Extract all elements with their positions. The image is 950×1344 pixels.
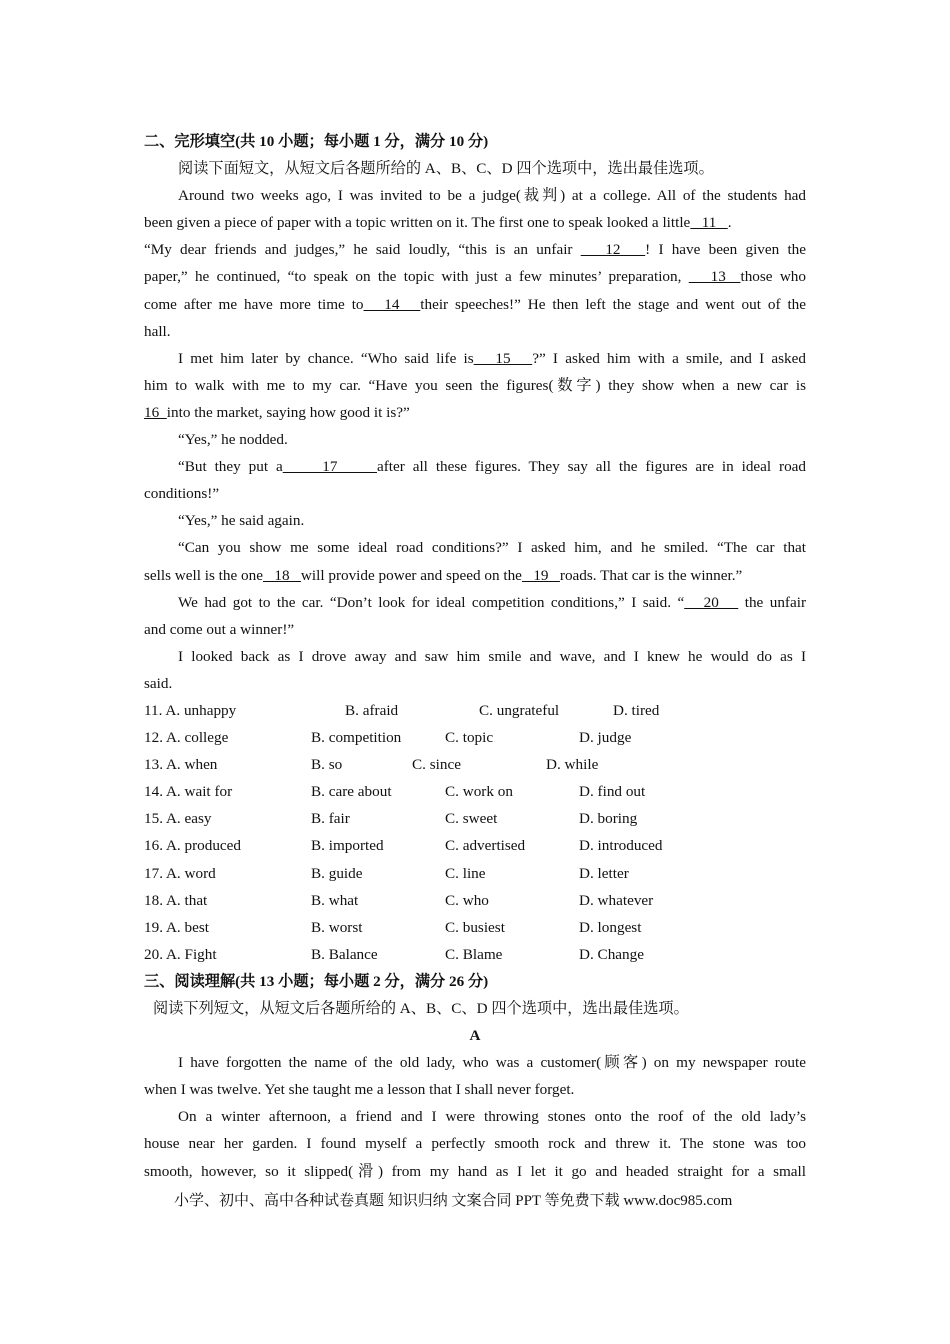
passage-title: A [469, 1027, 481, 1045]
option-b: B. care about [311, 783, 392, 801]
passage-line: sells well is the one 18 will provide power and speed on the 19 roads. That car is the winner.” [144, 566, 743, 584]
option-c: C. since [412, 756, 461, 774]
option-b: B. afraid [345, 701, 399, 719]
option-c: C. ungrateful [479, 701, 560, 719]
blank-14: 14 [363, 295, 421, 313]
option-d: D. boring [579, 810, 638, 828]
passage-line: him to walk with me to my car. “Have you seen the figures(数字) they show when a new car is [144, 376, 806, 394]
option-c: C. advertised [445, 837, 526, 855]
option-row [144, 697, 806, 724]
option-d: D. longest [579, 918, 642, 936]
option-d: D. letter [579, 864, 629, 882]
option-d: D. introduced [579, 837, 663, 855]
passage-line: On a winter afternoon, a friend and I were throwing stones onto the roof of the old lady’s [178, 1108, 806, 1126]
passage-line: Around two weeks ago, I was invited to be a judge(裁判) at a college. All of the students had [178, 187, 806, 205]
option-b: B. fair [311, 810, 350, 828]
page-footer: 小学、初中、高中各种试卷真题 知识归纳 文案合同 PPT 等免费下载 www.doc985.com [174, 1193, 733, 1209]
option-a: 20. A. Fight [144, 945, 217, 963]
section3-instruction: 阅读下列短文，从短文后各题所给的 A、B、C、D 四个选项中，选出最佳选项。 [153, 1000, 689, 1017]
option-a: 13. A. when [144, 756, 218, 774]
blank-16: 16 [144, 403, 167, 421]
option-b: B. competition [311, 729, 402, 747]
passage-line: smooth, however, so it slipped(滑) from my hand as I let it go and headed straight for a small [144, 1162, 806, 1180]
option-b: B. guide [311, 864, 363, 882]
passage-line: paper,” he continued, “to speak on the topic with just a few minutes’ preparation, 13 those who [144, 268, 806, 286]
passage-line: We had got to the car. “Don’t look for ideal competition conditions,” I said. “ 20 the unfair [178, 593, 806, 611]
passage-line: conditions!” [144, 485, 220, 503]
section3-heading: 三、阅读理解(共 13 小题；每小题 2 分，满分 26 分) [144, 972, 489, 990]
blank-15: 15 [473, 349, 533, 367]
option-c: C. who [445, 891, 489, 909]
option-b: B. what [311, 891, 359, 909]
option-a: 12. A. college [144, 729, 229, 747]
option-row [144, 805, 806, 832]
option-b: B. imported [311, 837, 384, 855]
option-d: D. find out [579, 783, 646, 801]
option-row [144, 778, 806, 805]
section2-instruction: 阅读下面短文，从短文后各题所给的 A、B、C、D 四个选项中，选出最佳选项。 [178, 160, 714, 178]
passage-line: come after me have more time to 14 their speeches!” He then left the stage and went out of the [144, 295, 806, 313]
passage-line: hall. [144, 322, 171, 340]
passage-line: been given a piece of paper with a topic written on it. The first one to speak looked a little 11 . [144, 214, 732, 232]
option-d: D. whatever [579, 891, 654, 909]
option-c: C. topic [445, 729, 494, 747]
option-c: C. busiest [445, 918, 505, 936]
blank-18: 18 [262, 566, 301, 584]
option-c: C. Blame [445, 945, 503, 963]
passage-line: I have forgotten the name of the old lady, who was a customer(顾客) on my newspaper route [178, 1054, 806, 1072]
passage-line: “Can you show me some ideal road conditions?” I asked him, and he smiled. “The car that [178, 539, 806, 557]
option-a: 15. A. easy [144, 810, 212, 828]
passage-line: house near her garden. I found myself a perfectly smooth rock and threw it. The stone was too [144, 1135, 806, 1153]
option-b: B. so [311, 756, 343, 774]
option-a: 16. A. produced [144, 837, 242, 855]
passage-line: I looked back as I drove away and saw him smile and wave, and I knew he would do as I [178, 647, 806, 665]
passage-line: and come out a winner!” [144, 620, 295, 638]
passage-line: “But they put a 17 after all these figures. They say all the figures are in ideal road [178, 458, 806, 476]
option-row [144, 724, 806, 751]
blank-12: 12 [580, 241, 646, 259]
option-b: B. Balance [311, 945, 378, 963]
option-b: B. worst [311, 918, 363, 936]
option-row [144, 941, 806, 968]
section2-heading: 二、完形填空(共 10 小题；每小题 1 分，满分 10 分) [144, 133, 489, 150]
option-row [144, 914, 806, 941]
option-d: D. tired [613, 701, 660, 719]
option-row [144, 860, 806, 887]
passage-line: “Yes,” he said again. [178, 512, 305, 530]
blank-20: 20 [684, 593, 739, 611]
blank-17: 17 [282, 458, 377, 476]
passage-line: when I was twelve. Yet she taught me a lesson that I shall never forget. [144, 1081, 575, 1099]
passage-line: I met him later by chance. “Who said life is 15 ?” I asked him with a smile, and I asked [178, 349, 806, 367]
option-a: 18. A. that [144, 891, 208, 909]
option-c: C. work on [445, 783, 513, 801]
option-a: 14. A. wait for [144, 783, 233, 801]
option-a: 17. A. word [144, 864, 216, 882]
option-c: C. sweet [445, 810, 498, 828]
passage-line: said. [144, 674, 173, 692]
passage-line: “My dear friends and judges,” he said loudly, “this is an unfair 12 ! I have been given the [144, 241, 806, 259]
blank-19: 19 [521, 566, 560, 584]
option-d: D. judge [579, 729, 632, 747]
exam-page [144, 128, 806, 1185]
option-a: 11. A. unhappy [144, 701, 237, 719]
option-row [144, 887, 806, 914]
option-c: C. line [445, 864, 486, 882]
passage-line: “Yes,” he nodded. [178, 431, 288, 449]
option-a: 19. A. best [144, 918, 209, 936]
option-d: D. while [546, 756, 599, 774]
option-row [144, 832, 806, 859]
blank-13: 13 [688, 268, 741, 286]
blank-11: 11 [690, 214, 728, 232]
option-row [144, 751, 806, 778]
passage-line: 16 into the market, saying how good it is?” [144, 403, 410, 421]
option-d: D. Change [579, 945, 644, 963]
